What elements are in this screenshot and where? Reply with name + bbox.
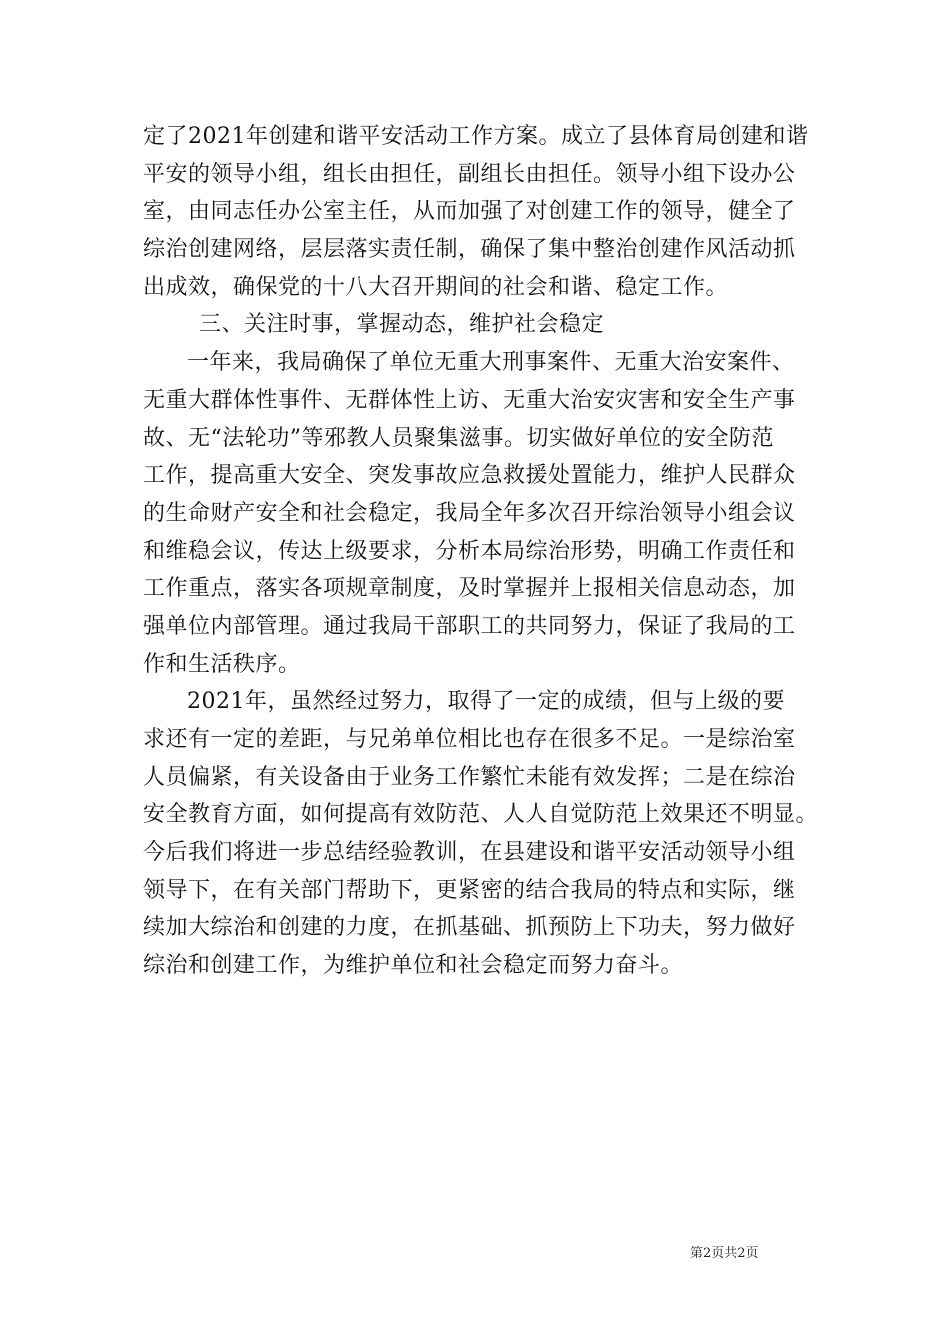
paragraph-start-line: 一年来，我局确保了单位无重大刑事案件、无重大治安案件、 <box>187 350 795 376</box>
text-line: 故、无“法轮功”等邪教人员聚集滋事。切实做好单位的安全防范 <box>143 425 774 451</box>
text-line: 求还有一定的差距，与兄弟单位相比也存在很多不足。一是综治室 <box>143 727 796 752</box>
text-line: 作和生活秩序。 <box>143 651 301 677</box>
text-line: 综治创建网络，层层落实责任制，确保了集中整治创建作风活动抓 <box>143 237 796 263</box>
text-line: 定了2021年创建和谐平安活动工作方案。成立了县体育局创建和谐 <box>143 124 809 149</box>
text-line: 强单位内部管理。通过我局干部职工的共同努力，保证了我局的工 <box>143 613 796 639</box>
text-line: 今后我们将进一步总结经验教训，在县建设和谐平安活动领导小组 <box>143 840 796 866</box>
text-line: 安全教育方面，如何提高有效防范、人人自觉防范上效果还不明显。 <box>143 802 819 828</box>
section-heading: 三、关注时事，掌握动态，维护社会稳定 <box>199 312 605 338</box>
page-number: 第2页共2页 <box>690 1246 759 1261</box>
text-line: 工作，提高重大安全、突发事故应急救援处置能力，维护人民群众 <box>143 463 796 489</box>
text-line: 的生命财产安全和社会稳定，我局全年多次召开综治领导小组会议 <box>143 500 796 526</box>
text-line: 和维稳会议，传达上级要求，分析本局综治形势，明确工作责任和 <box>143 538 796 564</box>
text-line: 综治和创建工作，为维护单位和社会稳定而努力奋斗。 <box>143 953 684 979</box>
text-line: 无重大群体性事件、无群体性上访、无重大治安灾害和安全生产事 <box>143 387 796 413</box>
text-line: 人员偏紧，有关设备由于业务工作繁忙未能有效发挥；二是在综治 <box>143 764 796 790</box>
paragraph-start-line: 2021年，虽然经过努力，取得了一定的成绩，但与上级的要 <box>187 689 785 715</box>
text-line: 领导下，在有关部门帮助下，更紧密的结合我局的特点和实际，继 <box>143 877 796 903</box>
text-line: 工作重点，落实各项规章制度，及时掌握并上报相关信息动态，加 <box>143 576 796 602</box>
document-body <box>143 118 819 985</box>
text-line: 平安的领导小组，组长由担任，副组长由担任。领导小组下设办公 <box>143 161 796 187</box>
text-line: 续加大综治和创建的力度，在抓基础、抓预防上下功夫，努力做好 <box>143 915 796 941</box>
text-line: 室，由同志任办公室主任，从而加强了对创建工作的领导，健全了 <box>143 199 796 225</box>
text-line: 出成效，确保党的十八大召开期间的社会和谐、稳定工作。 <box>143 274 729 300</box>
